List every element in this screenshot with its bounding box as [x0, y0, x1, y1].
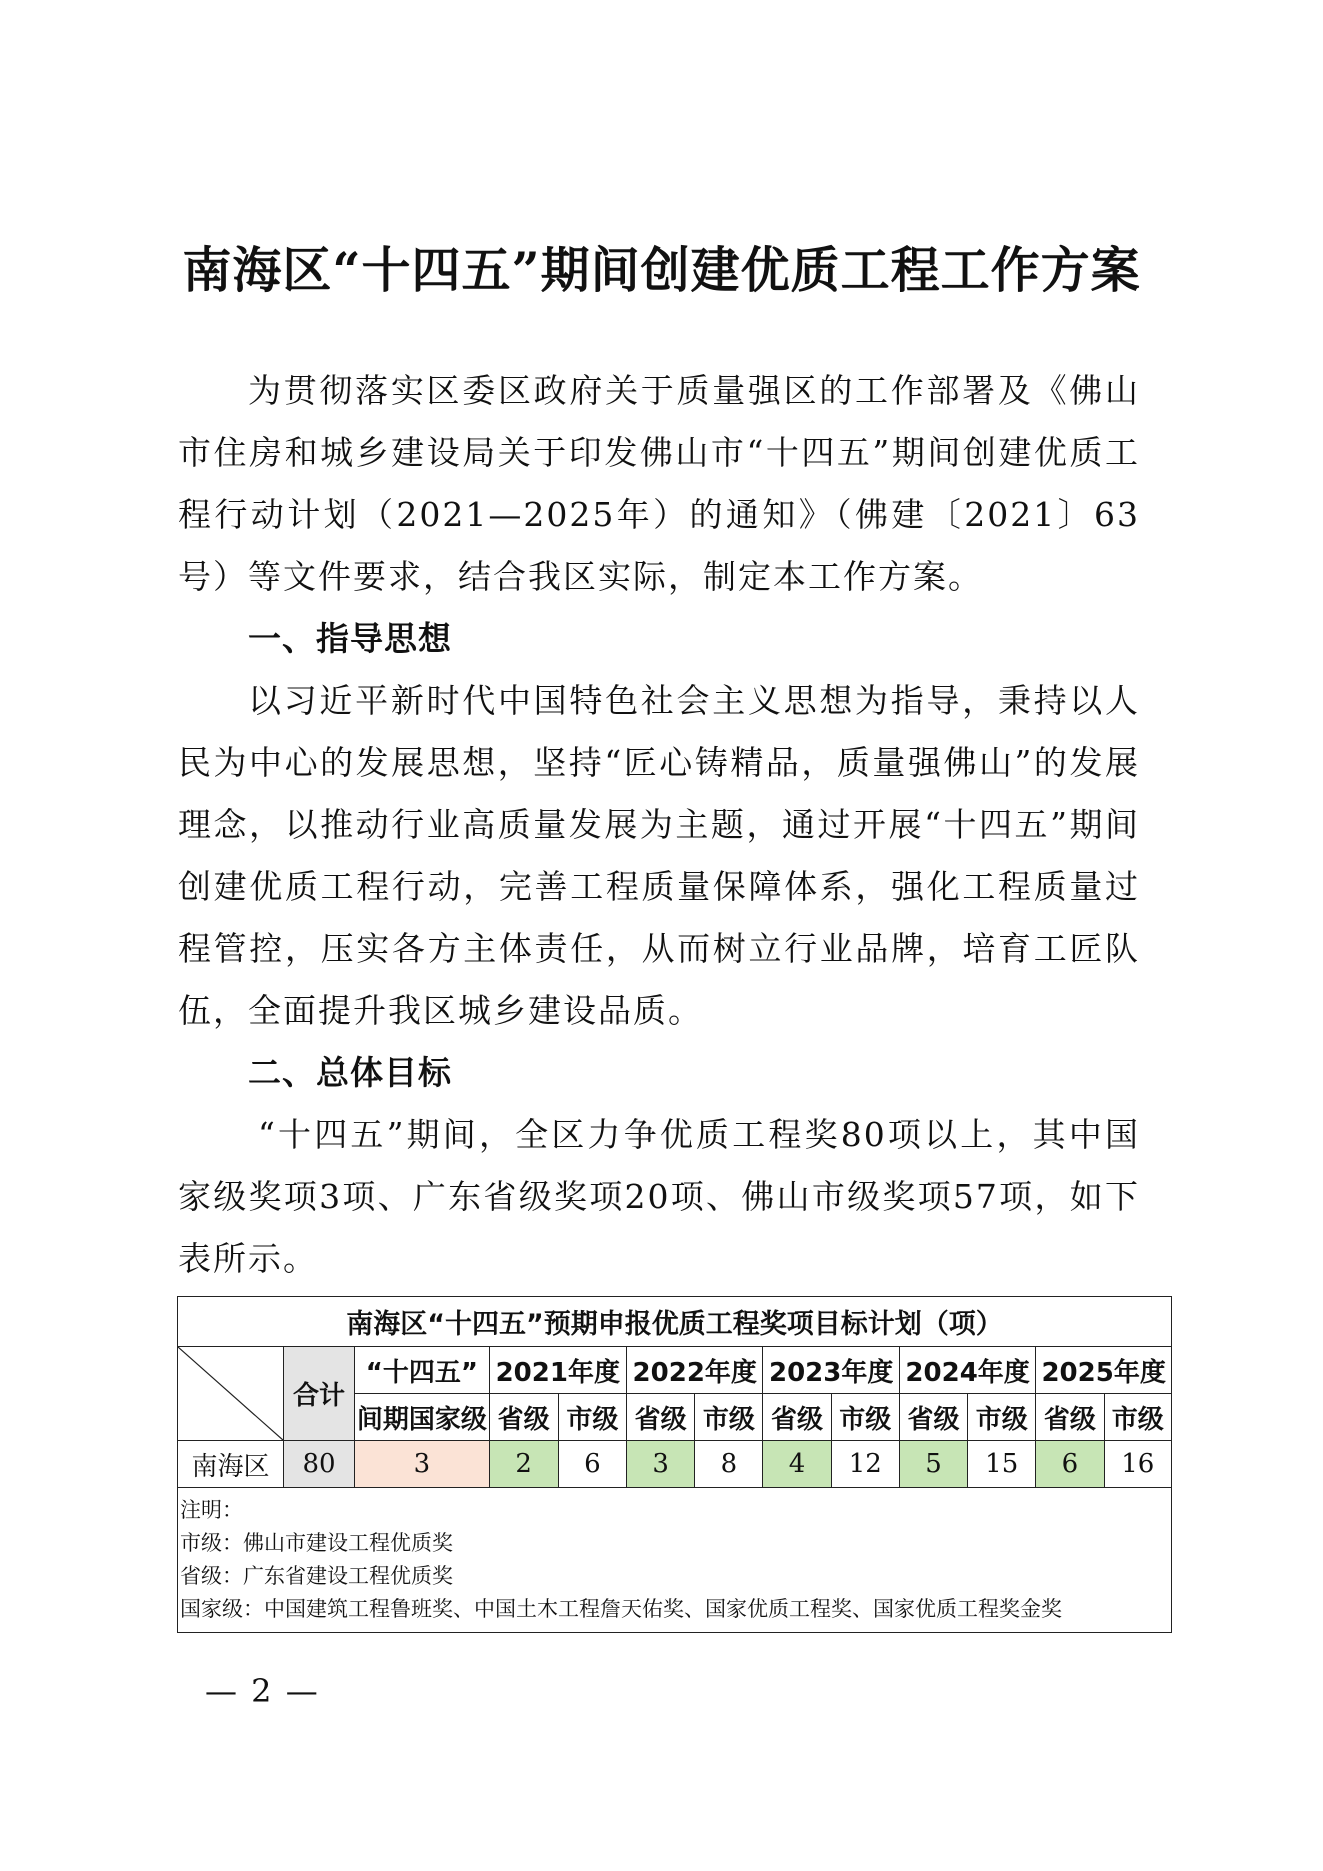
year-header-2021: 2021年度	[489, 1347, 626, 1394]
row-provincial-2024: 5	[899, 1441, 967, 1488]
year-header-2024: 2024年度	[899, 1347, 1035, 1394]
national-header-line1: “十四五”	[355, 1347, 489, 1394]
section2-paragraph: “十四五”期间，全区力争优质工程奖80项以上，其中国家级奖项3项、广东省级奖项20项、佛山市级奖项57项，如下表所示。	[178, 1115, 1140, 1278]
year-header-2022: 2022年度	[627, 1347, 763, 1394]
note-heading: 注明：	[180, 1498, 243, 1522]
row-name: 南海区	[178, 1441, 284, 1488]
provincial-header-2024: 省级	[899, 1394, 967, 1441]
city-header-2024: 市级	[968, 1394, 1036, 1441]
note-provincial: 省级：广东省建设工程优质奖	[180, 1564, 453, 1588]
table-title: 南海区“十四五”预期申报优质工程奖项目标计划（项）	[178, 1297, 1172, 1347]
row-provincial-2023: 4	[763, 1441, 831, 1488]
year-header-2025: 2025年度	[1036, 1347, 1172, 1394]
total-header: 合计	[283, 1347, 354, 1441]
row-city-2025: 16	[1104, 1441, 1171, 1488]
provincial-header-2021: 省级	[489, 1394, 558, 1441]
note-national: 国家级：中国建筑工程鲁班奖、中国土木工程詹天佑奖、国家优质工程奖、国家优质工程奖金奖	[180, 1597, 1062, 1621]
national-header-line2: 间期国家级	[355, 1394, 489, 1441]
section1-paragraph: 以习近平新时代中国特色社会主义思想为指导，秉持以人民为中心的发展思想，坚持“匠心铸精品，质量强佛山”的发展理念，以推动行业高质量发展为主题，通过开展“十四五”期间创建优质工程行动，完善工程质量保障体系，强化工程质量过程管控，压实各方主体责任，从而树立行业品牌，培育工匠队伍，全面提升我区城乡建设品质。	[178, 681, 1140, 1030]
row-provincial-2022: 3	[627, 1441, 695, 1488]
row-city-2021: 6	[558, 1441, 626, 1488]
document-title: 南海区“十四五”期间创建优质工程工作方案	[182, 241, 1141, 299]
section2-heading: 二、总体目标	[248, 1053, 452, 1092]
city-header-2022: 市级	[695, 1394, 763, 1441]
award-plan-table	[177, 1296, 1172, 1633]
diagonal-line	[178, 1347, 283, 1440]
city-header-2021: 市级	[558, 1394, 626, 1441]
provincial-header-2025: 省级	[1036, 1394, 1104, 1441]
row-city-2023: 12	[831, 1441, 899, 1488]
page-number: — 2 —	[205, 1672, 320, 1710]
provincial-header-2022: 省级	[627, 1394, 695, 1441]
intro-paragraph: 为贯彻落实区委区政府关于质量强区的工作部署及《佛山市住房和城乡建设局关于印发佛山市“十四五”期间创建优质工程行动计划（2021—2025年）的通知》（佛建〔2021〕63号）等文件要求，结合我区实际，制定本工作方案。	[178, 371, 1140, 596]
row-city-2024: 15	[968, 1441, 1036, 1488]
table-row	[178, 1441, 1172, 1488]
provincial-header-2023: 省级	[763, 1394, 831, 1441]
city-header-2023: 市级	[831, 1394, 899, 1441]
table-notes	[178, 1488, 1172, 1633]
section1-heading: 一、指导思想	[248, 619, 452, 658]
year-header-2023: 2023年度	[763, 1347, 899, 1394]
row-national: 3	[355, 1441, 489, 1488]
row-total: 80	[283, 1441, 354, 1488]
row-provincial-2021: 2	[489, 1441, 558, 1488]
diagonal-header-cell	[178, 1347, 284, 1441]
row-provincial-2025: 6	[1036, 1441, 1104, 1488]
note-city: 市级：佛山市建设工程优质奖	[180, 1531, 453, 1555]
row-city-2022: 8	[695, 1441, 763, 1488]
city-header-2025: 市级	[1104, 1394, 1171, 1441]
